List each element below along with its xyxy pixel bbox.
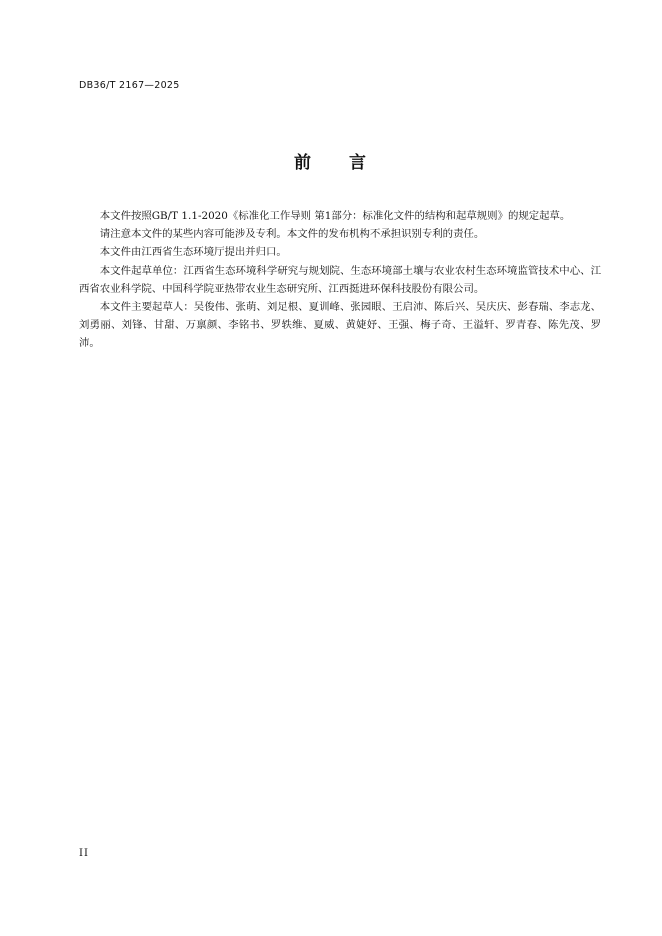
paragraph-proposer: 本文件由江西省生态环境厅提出并归口。 [99,246,287,259]
paragraph-drafters: 本文件主要起草人：吴俊伟、张萌、刘足根、夏训峰、张园眼、王启沛、陈后兴、吴庆庆、彭春瑞、李志龙、刘勇丽、刘锋、甘甜、万禀颜、李铭书、罗轶维、夏威、黄婕妤、王强、梅子奇、王溢轩、罗青春、陈先茂、罗沛。 [79,301,601,350]
foreword-body [79,207,601,353]
page-number: II [79,848,89,859]
paragraph-drafting-rules: 本文件按照GB/T 1.1-2020《标准化工作导则 第1部分：标准化文件的结构和起草规则》的规定起草。 [99,210,571,222]
standard-code: DB36/T 2167—2025 [79,80,180,91]
title-char-2: 言 [349,153,368,173]
title-char-1: 前 [294,153,313,173]
paragraph-patent-notice: 请注意本文件的某些内容可能涉及专利。本文件的发布机构不承担识别专利的责任。 [99,228,485,241]
page-title [0,148,662,173]
paragraph-drafting-units: 本文件起草单位：江西省生态环境科学研究与规划院、生态环境部土壤与农业农村生态环境监管技术中心、江西省农业科学院、中国科学院亚热带农业生态研究所、江西挺进环保科技股份有限公司。 [79,264,601,295]
